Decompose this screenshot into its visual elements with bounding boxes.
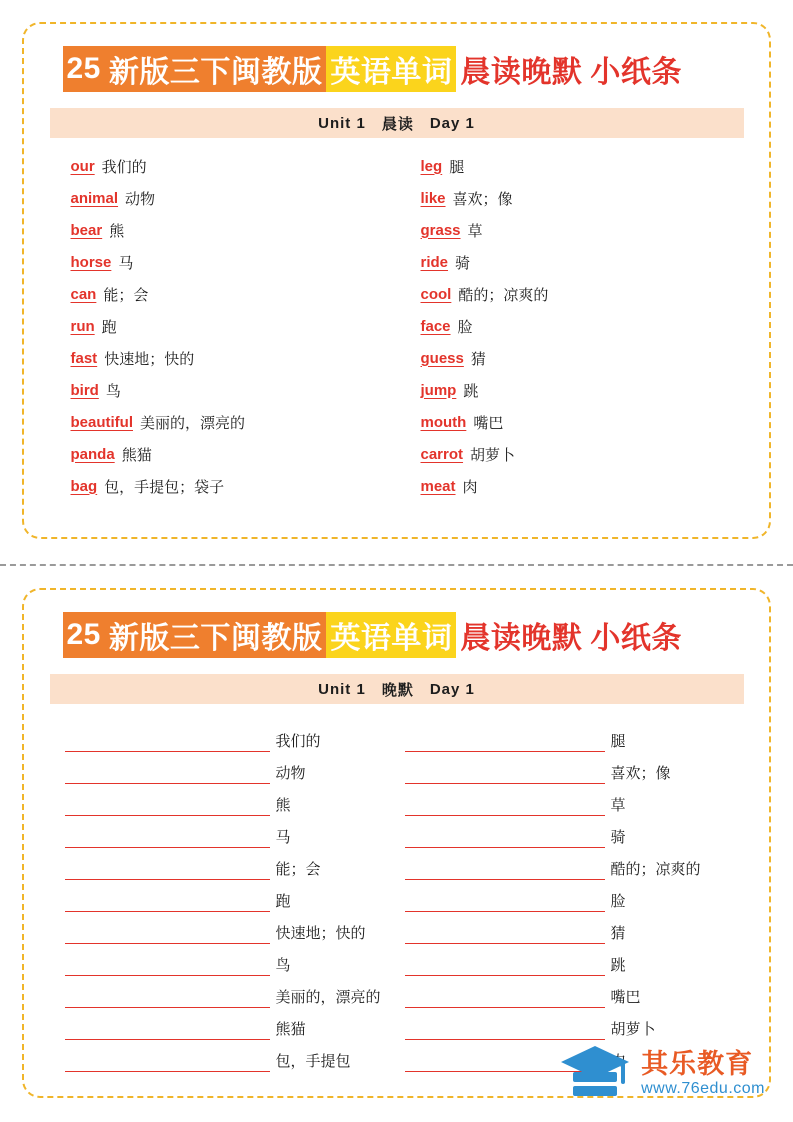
word-chinese: 胡萝卜 bbox=[610, 1021, 656, 1038]
word-chinese: 跳 bbox=[610, 957, 626, 974]
answer-blank[interactable] bbox=[405, 826, 605, 848]
word-chinese: 鸟 bbox=[105, 382, 121, 400]
word-entry bbox=[421, 470, 747, 502]
watermark bbox=[559, 1042, 765, 1106]
word-entry bbox=[421, 342, 747, 374]
word-chinese: 酷的；凉爽的 bbox=[458, 286, 549, 304]
sheet-divider bbox=[0, 564, 793, 566]
word-english: meat bbox=[420, 477, 456, 495]
watermark-text bbox=[641, 1050, 765, 1097]
dictation-columns bbox=[47, 720, 747, 1072]
banner-segment-mode: 晨读晚默 bbox=[456, 46, 586, 92]
banner-segment-year: 25 bbox=[63, 612, 105, 658]
morning-reading-card bbox=[22, 22, 771, 539]
word-chinese: 腿 bbox=[610, 733, 626, 750]
word-english: horse bbox=[70, 253, 112, 271]
answer-blank[interactable] bbox=[405, 954, 605, 976]
day-label-top: Day 1 bbox=[429, 114, 475, 132]
word-chinese: 胡萝卜 bbox=[470, 446, 516, 464]
dictation-entry bbox=[397, 912, 747, 944]
word-english: beautiful bbox=[70, 413, 133, 431]
answer-blank[interactable] bbox=[65, 730, 270, 752]
word-chinese: 喜欢；像 bbox=[610, 765, 671, 782]
answer-blank[interactable] bbox=[65, 890, 270, 912]
banner-segment-edition: 新版三下闽教版 bbox=[105, 46, 327, 92]
word-chinese: 跑 bbox=[101, 318, 117, 336]
word-chinese: 跑 bbox=[275, 893, 291, 910]
evening-dictation-card bbox=[22, 588, 771, 1098]
word-english: can bbox=[70, 285, 97, 303]
banner-segment-mode: 晨读晚默 bbox=[456, 612, 586, 658]
answer-blank[interactable] bbox=[405, 890, 605, 912]
word-entry bbox=[421, 310, 747, 342]
word-chinese: 草 bbox=[467, 222, 483, 240]
word-chinese: 嘴巴 bbox=[610, 989, 641, 1006]
word-chinese: 猜 bbox=[470, 350, 486, 368]
word-chinese: 肉 bbox=[462, 478, 478, 496]
word-entry bbox=[71, 278, 397, 310]
banner-segment-subject: 英语单词 bbox=[326, 612, 456, 658]
word-entry bbox=[71, 438, 397, 470]
dictation-entry bbox=[47, 912, 397, 944]
answer-blank[interactable] bbox=[65, 826, 270, 848]
word-chinese: 鸟 bbox=[275, 957, 291, 974]
dictation-entry bbox=[397, 848, 747, 880]
word-english: our bbox=[70, 157, 95, 175]
word-entry bbox=[421, 246, 747, 278]
word-english: bag bbox=[70, 477, 98, 495]
word-entry bbox=[421, 374, 747, 406]
dictation-entry bbox=[397, 1008, 747, 1040]
word-entry bbox=[71, 246, 397, 278]
banner-title-bottom bbox=[63, 612, 731, 658]
word-entry bbox=[71, 406, 397, 438]
word-chinese: 熊 bbox=[275, 797, 291, 814]
answer-blank[interactable] bbox=[65, 1050, 270, 1072]
word-entry bbox=[421, 406, 747, 438]
word-chinese: 包，手提包 bbox=[275, 1053, 351, 1070]
dictation-entry bbox=[47, 1008, 397, 1040]
answer-blank[interactable] bbox=[405, 1018, 605, 1040]
word-english: grass bbox=[420, 221, 461, 239]
word-entry bbox=[71, 182, 397, 214]
word-chinese: 猜 bbox=[610, 925, 626, 942]
dictation-entry bbox=[47, 784, 397, 816]
mode-label-top: 晨读 bbox=[381, 115, 414, 133]
dictation-entry bbox=[397, 880, 747, 912]
word-chinese: 熊猫 bbox=[275, 1021, 306, 1038]
dictation-entry bbox=[397, 720, 747, 752]
dictation-column-left bbox=[47, 720, 397, 1072]
dictation-entry bbox=[47, 720, 397, 752]
word-chinese: 骑 bbox=[610, 829, 626, 846]
word-entry bbox=[421, 278, 747, 310]
word-entry bbox=[421, 214, 747, 246]
word-english: animal bbox=[70, 189, 119, 207]
word-chinese: 我们的 bbox=[275, 733, 321, 750]
word-chinese: 熊 bbox=[109, 222, 125, 240]
word-chinese: 快速地；快的 bbox=[275, 925, 366, 942]
word-chinese: 熊猫 bbox=[121, 446, 152, 464]
word-chinese: 我们的 bbox=[101, 158, 147, 176]
word-chinese: 能；会 bbox=[275, 861, 321, 878]
word-english: guess bbox=[420, 349, 464, 367]
word-column-left bbox=[47, 150, 397, 502]
answer-blank[interactable] bbox=[65, 794, 270, 816]
answer-blank[interactable] bbox=[65, 986, 270, 1008]
word-english: bird bbox=[70, 381, 99, 399]
answer-blank[interactable] bbox=[405, 794, 605, 816]
banner-title-top bbox=[63, 46, 731, 92]
banner-segment-edition: 新版三下闽教版 bbox=[105, 612, 327, 658]
word-chinese: 马 bbox=[275, 829, 291, 846]
word-chinese: 美丽的，漂亮的 bbox=[275, 989, 381, 1006]
dictation-entry bbox=[397, 976, 747, 1008]
dictation-entry bbox=[397, 816, 747, 848]
banner-segment-year: 25 bbox=[63, 46, 105, 92]
answer-blank[interactable] bbox=[405, 858, 605, 880]
dictation-entry bbox=[47, 944, 397, 976]
word-chinese: 喜欢；像 bbox=[452, 190, 513, 208]
word-entry bbox=[71, 150, 397, 182]
dictation-entry bbox=[47, 880, 397, 912]
word-entry bbox=[71, 374, 397, 406]
watermark-url: www.76edu.com bbox=[641, 1080, 765, 1098]
word-chinese: 动物 bbox=[275, 765, 306, 782]
word-chinese: 嘴巴 bbox=[473, 414, 504, 432]
word-chinese: 动物 bbox=[125, 190, 156, 208]
answer-blank[interactable] bbox=[405, 986, 605, 1008]
word-chinese: 腿 bbox=[449, 158, 465, 176]
answer-blank[interactable] bbox=[65, 762, 270, 784]
banner-segment-note: 小纸条 bbox=[586, 46, 686, 92]
word-chinese: 脸 bbox=[457, 318, 473, 336]
word-english: bear bbox=[70, 221, 103, 239]
word-entry bbox=[421, 182, 747, 214]
answer-blank[interactable] bbox=[65, 1018, 270, 1040]
word-column-right bbox=[397, 150, 747, 502]
day-label-bottom: Day 1 bbox=[429, 680, 475, 698]
word-entry bbox=[421, 438, 747, 470]
mode-label-bottom: 晚默 bbox=[381, 681, 414, 699]
word-entry bbox=[421, 150, 747, 182]
word-english: cool bbox=[420, 285, 452, 303]
answer-blank[interactable] bbox=[65, 922, 270, 944]
unit-label-top: Unit 1 bbox=[318, 114, 366, 132]
word-english: panda bbox=[70, 445, 115, 463]
answer-blank[interactable] bbox=[65, 858, 270, 880]
word-chinese: 骑 bbox=[455, 254, 471, 272]
watermark-brand: 其乐教育 bbox=[641, 1049, 754, 1080]
dictation-column-right bbox=[397, 720, 747, 1072]
word-english: leg bbox=[420, 157, 443, 175]
unit-header-bottom bbox=[50, 674, 744, 704]
word-chinese: 快速地；快的 bbox=[104, 350, 195, 368]
answer-blank[interactable] bbox=[405, 730, 605, 752]
answer-blank[interactable] bbox=[65, 954, 270, 976]
word-english: fast bbox=[70, 349, 98, 367]
word-english: ride bbox=[420, 253, 449, 271]
word-english: like bbox=[420, 189, 446, 207]
unit-header-top bbox=[50, 108, 744, 138]
dictation-entry bbox=[47, 752, 397, 784]
word-english: run bbox=[70, 317, 95, 335]
word-chinese: 酷的；凉爽的 bbox=[610, 861, 701, 878]
dictation-entry bbox=[47, 1040, 397, 1072]
dictation-entry bbox=[47, 848, 397, 880]
word-chinese: 包，手提包；袋子 bbox=[104, 478, 225, 496]
word-chinese: 草 bbox=[610, 797, 626, 814]
answer-blank[interactable] bbox=[405, 922, 605, 944]
word-chinese: 能；会 bbox=[103, 286, 149, 304]
word-chinese: 脸 bbox=[610, 893, 626, 910]
word-chinese: 跳 bbox=[463, 382, 479, 400]
graduation-cap-icon bbox=[559, 1042, 631, 1106]
word-english: carrot bbox=[420, 445, 464, 463]
word-chinese: 美丽的，漂亮的 bbox=[140, 414, 246, 432]
answer-blank[interactable] bbox=[405, 762, 605, 784]
word-entry bbox=[71, 342, 397, 374]
unit-label-bottom: Unit 1 bbox=[318, 680, 366, 698]
word-columns-top bbox=[47, 150, 747, 502]
dictation-entry bbox=[397, 784, 747, 816]
word-entry bbox=[71, 310, 397, 342]
banner-segment-subject: 英语单词 bbox=[326, 46, 456, 92]
banner-segment-note: 小纸条 bbox=[586, 612, 686, 658]
dictation-entry bbox=[47, 976, 397, 1008]
word-english: face bbox=[420, 317, 451, 335]
word-entry bbox=[71, 470, 397, 502]
word-english: mouth bbox=[420, 413, 467, 431]
dictation-entry bbox=[397, 944, 747, 976]
dictation-entry bbox=[397, 752, 747, 784]
dictation-entry bbox=[47, 816, 397, 848]
word-entry bbox=[71, 214, 397, 246]
word-english: jump bbox=[420, 381, 457, 399]
word-chinese: 马 bbox=[118, 254, 134, 272]
